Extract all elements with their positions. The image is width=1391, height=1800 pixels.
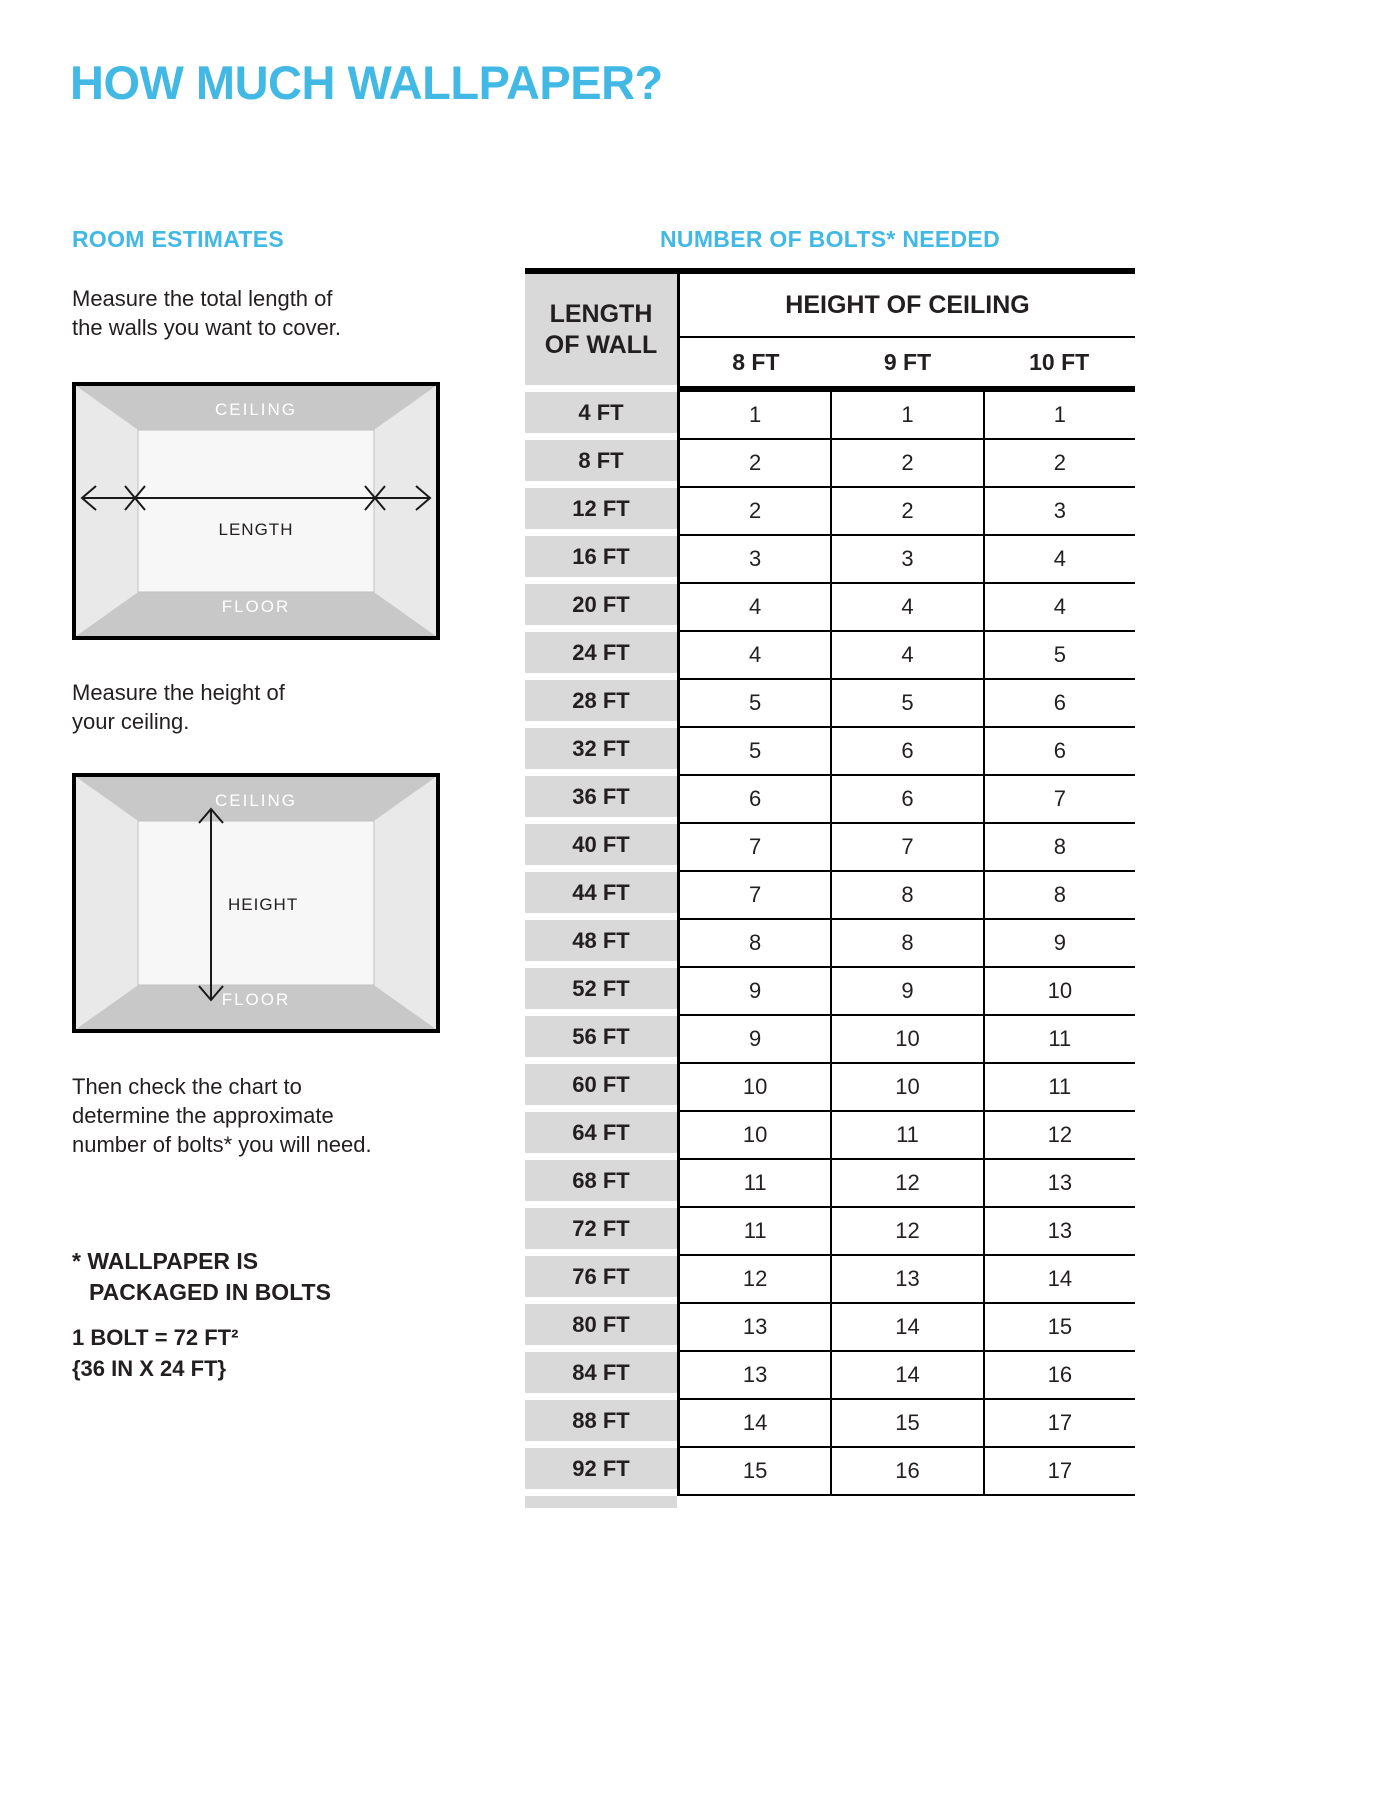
table-row: [525, 632, 1135, 680]
table-row: [525, 1304, 1135, 1352]
wallpaper-footnote: [72, 1246, 331, 1308]
row-values: [677, 824, 1135, 872]
table-row: [525, 872, 1135, 920]
table-bottom-cap: [525, 1496, 677, 1508]
floor-label: FLOOR: [221, 990, 291, 1009]
length-room-svg: [76, 386, 436, 636]
table-body: [525, 392, 1135, 1496]
row-values: [677, 776, 1135, 824]
table-row: [525, 824, 1135, 872]
wall-length-label: 48 FT: [525, 920, 677, 961]
wall-length-label: 20 FT: [525, 584, 677, 625]
bolt-count-cell: 14: [742, 1410, 768, 1435]
row-values: [677, 632, 1135, 680]
table-row: [525, 1400, 1135, 1448]
length-of-wall-header: [525, 274, 677, 385]
bolt-count-cell: 8: [983, 872, 1135, 918]
wall-length-label: 24 FT: [525, 632, 677, 673]
bolt-count-cell: 8: [749, 930, 762, 955]
bolt-count-cell: 13: [742, 1362, 768, 1387]
wall-length-label: 16 FT: [525, 536, 677, 577]
left-wall-face: [76, 777, 138, 1029]
bolt-count-cell: 6: [983, 680, 1135, 726]
wall-length-label: 56 FT: [525, 1016, 677, 1057]
bolt-count-cell: 15: [742, 1458, 768, 1483]
instruction-chart-line2: determine the approximate: [72, 1103, 334, 1128]
instruction-length-line1: Measure the total length of: [72, 286, 333, 311]
bolt-count-cell: 2: [983, 440, 1135, 486]
column-header-9ft: 9 FT: [883, 348, 932, 375]
row-values: [677, 1304, 1135, 1352]
bolt-count-cell: 15: [983, 1304, 1135, 1350]
row-values: [677, 1064, 1135, 1112]
bolt-count-cell: 11: [983, 1064, 1135, 1110]
table-row: [525, 1208, 1135, 1256]
bolt-count-cell: 4: [983, 584, 1135, 630]
wall-length-label: 36 FT: [525, 776, 677, 817]
ceiling-height-header: [677, 274, 1135, 392]
instruction-height-line2: your ceiling.: [72, 709, 190, 734]
bolt-count-cell: 6: [983, 728, 1135, 774]
row-values: [677, 1208, 1135, 1256]
bolt-count-cell: 10: [742, 1074, 768, 1099]
length-dimension-label: LENGTH: [218, 520, 294, 539]
row-values: [677, 488, 1135, 536]
bolt-count-cell: 10: [830, 1016, 982, 1062]
table-row: [525, 1160, 1135, 1208]
left-wall-face: [76, 386, 138, 636]
table-row: [525, 1448, 1135, 1496]
table-row: [525, 1016, 1135, 1064]
table-row: [525, 1112, 1135, 1160]
table-row: [525, 440, 1135, 488]
table-row: [525, 1064, 1135, 1112]
wall-length-label: 4 FT: [525, 392, 677, 433]
bolt-count-cell: 2: [749, 450, 762, 475]
bolt-count-cell: 3: [983, 488, 1135, 534]
row-values: [677, 1352, 1135, 1400]
bolt-definition-line2: {36 IN X 24 FT}: [72, 1356, 227, 1381]
bolt-count-cell: 3: [830, 536, 982, 582]
height-dimension-label: HEIGHT: [228, 895, 299, 914]
bolt-count-cell: 2: [830, 440, 982, 486]
row-values: [677, 968, 1135, 1016]
wall-length-label: 28 FT: [525, 680, 677, 721]
table-row: [525, 1256, 1135, 1304]
bolt-count-cell: 5: [830, 680, 982, 726]
bolt-count-cell: 4: [749, 594, 762, 619]
row-values: [677, 1016, 1135, 1064]
wall-length-label: 68 FT: [525, 1160, 677, 1201]
bolt-count-cell: 8: [983, 824, 1135, 870]
table-row: [525, 584, 1135, 632]
bolt-count-cell: 4: [830, 632, 982, 678]
length-room-diagram: [72, 382, 440, 640]
wall-length-label: 60 FT: [525, 1064, 677, 1105]
instruction-height: [72, 678, 285, 736]
bolt-count-cell: 9: [983, 920, 1135, 966]
row-values: [677, 920, 1135, 968]
bolt-definition: [72, 1322, 238, 1384]
bolt-count-cell: 8: [830, 920, 982, 966]
bolt-count-cell: 2: [830, 488, 982, 534]
back-wall-face: [138, 430, 374, 592]
bolt-count-cell: 5: [749, 690, 762, 715]
bolt-count-cell: 6: [830, 776, 982, 822]
bolt-count-cell: 15: [830, 1400, 982, 1446]
bolt-count-cell: 16: [983, 1352, 1135, 1398]
height-of-ceiling-label: HEIGHT OF CEILING: [680, 274, 1135, 338]
bolt-count-cell: 7: [749, 834, 762, 859]
bolt-count-cell: 12: [742, 1266, 768, 1291]
height-room-svg: [76, 777, 436, 1029]
row-values: [677, 440, 1135, 488]
bolt-count-cell: 14: [830, 1304, 982, 1350]
instruction-height-line1: Measure the height of: [72, 680, 285, 705]
floor-label: FLOOR: [221, 597, 291, 616]
bolt-count-cell: 9: [830, 968, 982, 1014]
bolt-count-cell: 2: [749, 498, 762, 523]
bolt-count-cell: 1: [830, 392, 982, 438]
instruction-chart: [72, 1072, 372, 1159]
ceiling-label: CEILING: [214, 791, 298, 810]
wall-length-label: 72 FT: [525, 1208, 677, 1249]
row-values: [677, 1400, 1135, 1448]
page-title: HOW MUCH WALLPAPER?: [70, 56, 663, 109]
length-of-wall-line2: OF WALL: [544, 330, 658, 359]
column-header-8ft: 8 FT: [732, 348, 780, 375]
bolt-count-cell: 7: [983, 776, 1135, 822]
row-values: [677, 680, 1135, 728]
bolt-count-cell: 10: [983, 968, 1135, 1014]
instruction-chart-line3: number of bolts* you will need.: [72, 1132, 372, 1157]
table-row: [525, 920, 1135, 968]
table-row: [525, 1352, 1135, 1400]
ceiling-label: CEILING: [214, 400, 298, 419]
instruction-length: [72, 284, 341, 342]
wall-length-label: 12 FT: [525, 488, 677, 529]
instruction-chart-line1: Then check the chart to: [72, 1074, 302, 1099]
bolt-count-cell: 7: [749, 882, 762, 907]
row-values: [677, 1160, 1135, 1208]
table-row: [525, 776, 1135, 824]
instruction-length-line2: the walls you want to cover.: [72, 315, 342, 340]
footnote-line2: PACKAGED IN BOLTS: [89, 1279, 331, 1305]
wall-length-label: 92 FT: [525, 1448, 677, 1489]
table-row: [525, 488, 1135, 536]
bolt-count-cell: 10: [830, 1064, 982, 1110]
bolt-count-cell: 16: [830, 1448, 982, 1494]
row-values: [677, 872, 1135, 920]
table-row: [525, 536, 1135, 584]
height-room-diagram: [72, 773, 440, 1033]
bolt-count-cell: 4: [983, 536, 1135, 582]
bolt-count-cell: 14: [983, 1256, 1135, 1302]
row-values: [677, 1256, 1135, 1304]
bolt-count-cell: 17: [983, 1400, 1135, 1446]
table-row: [525, 728, 1135, 776]
bolt-count-cell: 11: [743, 1218, 767, 1243]
bolt-count-cell: 12: [830, 1208, 982, 1254]
table-row: [525, 680, 1135, 728]
right-wall-face: [374, 386, 436, 636]
row-values: [677, 584, 1135, 632]
bolt-count-cell: 11: [830, 1112, 982, 1158]
bolt-count-cell: 3: [749, 546, 762, 571]
bolt-count-cell: 5: [983, 632, 1135, 678]
bolt-count-cell: 12: [830, 1160, 982, 1206]
length-of-wall-line1: LENGTH: [549, 299, 653, 328]
bolt-count-cell: 13: [830, 1256, 982, 1302]
table-row: [525, 392, 1135, 440]
bolt-count-cell: 17: [983, 1448, 1135, 1494]
bolt-definition-line1: 1 BOLT = 72 FT²: [72, 1325, 239, 1350]
bolt-count-cell: 8: [830, 872, 982, 918]
wall-length-label: 76 FT: [525, 1256, 677, 1297]
wall-length-label: 84 FT: [525, 1352, 677, 1393]
bolt-count-cell: 6: [749, 786, 762, 811]
bolt-count-cell: 9: [749, 1026, 762, 1051]
row-values: [677, 728, 1135, 776]
table-row: [525, 968, 1135, 1016]
wall-length-label: 52 FT: [525, 968, 677, 1009]
room-estimates-heading: ROOM ESTIMATES: [72, 226, 285, 252]
table-header: [525, 274, 1135, 392]
bolt-count-cell: 1: [749, 402, 762, 427]
bolt-count-cell: 7: [830, 824, 982, 870]
bolt-count-cell: 6: [830, 728, 982, 774]
bolt-count-cell: 4: [749, 642, 762, 667]
bolt-count-cell: 11: [743, 1170, 767, 1195]
wall-length-label: 88 FT: [525, 1400, 677, 1441]
right-wall-face: [374, 777, 436, 1029]
bolt-count-cell: 9: [749, 978, 762, 1003]
wall-length-label: 44 FT: [525, 872, 677, 913]
row-values: [677, 536, 1135, 584]
row-values: [677, 392, 1135, 440]
column-header-10ft: 10 FT: [1029, 348, 1090, 375]
ceiling-height-columns: [680, 338, 1135, 392]
bolts-needed-heading: NUMBER OF BOLTS* NEEDED: [660, 226, 1000, 252]
bolt-count-cell: 5: [749, 738, 762, 763]
bolt-count-cell: 13: [983, 1208, 1135, 1254]
wall-length-label: 32 FT: [525, 728, 677, 769]
wall-length-label: 80 FT: [525, 1304, 677, 1345]
footnote-line1: * WALLPAPER IS: [72, 1248, 259, 1274]
row-values: [677, 1448, 1135, 1496]
wall-length-label: 8 FT: [525, 440, 677, 481]
row-values: [677, 1112, 1135, 1160]
wall-length-label: 64 FT: [525, 1112, 677, 1153]
bolts-table: [525, 268, 1135, 1508]
bolt-count-cell: 13: [742, 1314, 768, 1339]
bolt-count-cell: 12: [983, 1112, 1135, 1158]
bolt-count-cell: 11: [983, 1016, 1135, 1062]
bolt-count-cell: 1: [983, 392, 1135, 438]
bolt-count-cell: 10: [742, 1122, 768, 1147]
bolt-count-cell: 4: [830, 584, 982, 630]
bolt-count-cell: 13: [983, 1160, 1135, 1206]
bolt-count-cell: 14: [830, 1352, 982, 1398]
wall-length-label: 40 FT: [525, 824, 677, 865]
